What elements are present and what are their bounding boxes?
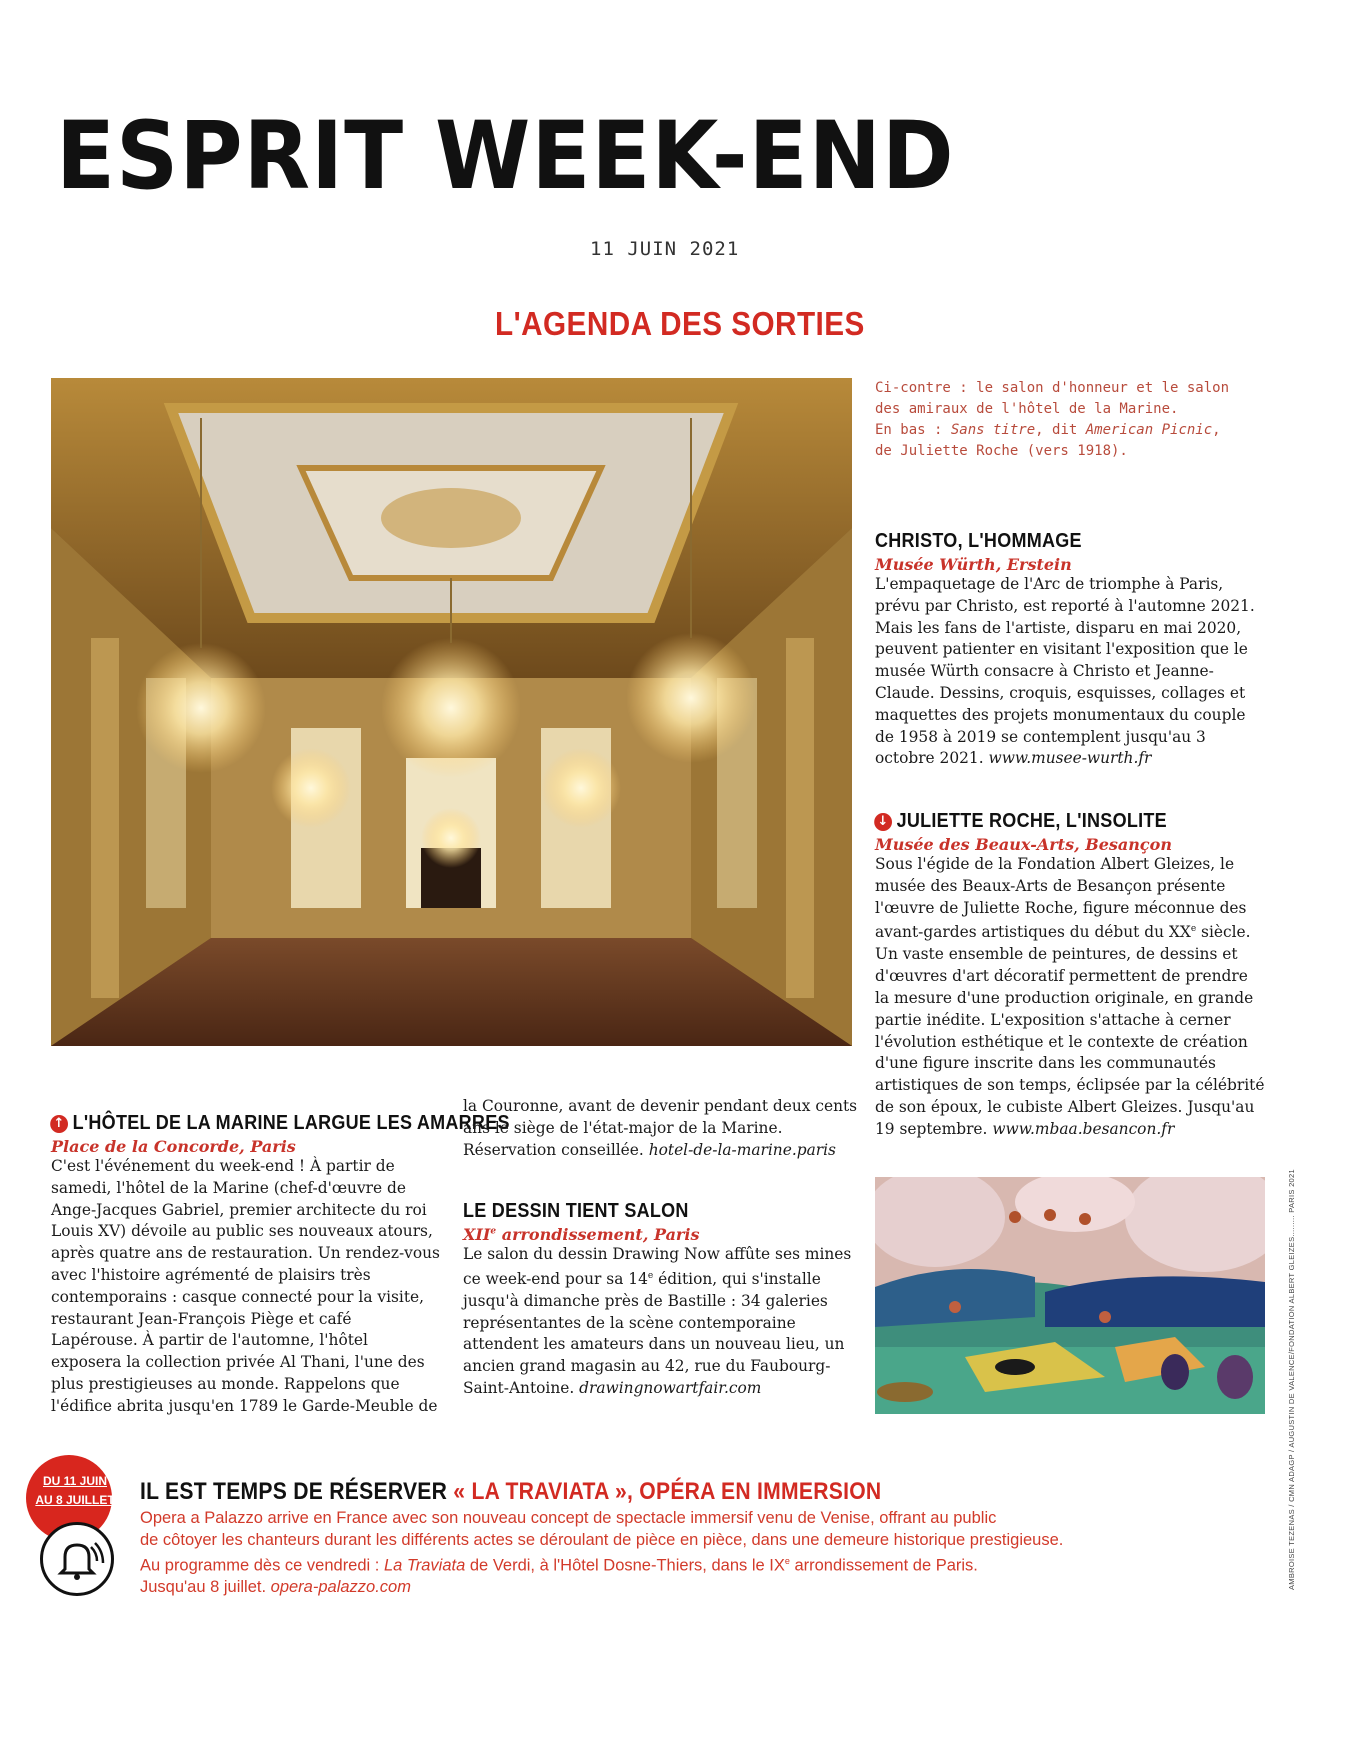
article-dessin (463, 1200, 858, 1400)
issue-date: 11 JUIN 2021 (590, 238, 740, 260)
article-link[interactable]: www.musee-wurth.fr (988, 749, 1152, 768)
article-venue: XIIe arrondissement, Paris (463, 1225, 700, 1244)
article-title: CHRISTO, L'HOMMAGE (875, 530, 1082, 552)
article-title: LE DESSIN TIENT SALON (463, 1200, 689, 1222)
american-picnic-painting (875, 1177, 1265, 1414)
section-title: L'AGENDA DES SORTIES (495, 305, 865, 342)
article-venue: Musée Würth, Erstein (875, 555, 1072, 574)
article-link[interactable]: drawingnowartfair.com (579, 1378, 762, 1397)
salon-photo (51, 378, 852, 1046)
traviata-line: Opera a Palazzo arrive en France avec son nouveau concept de spectacle immersif venu de Venise, offrant au public (140, 1509, 997, 1527)
traviata-line: Au programme dès ce vendredi : La Traviata de Verdi, à l'Hôtel Dosne-Thiers, dans le IXe arrondissement de Paris. (140, 1556, 978, 1575)
article-venue: Place de la Concorde, Paris (51, 1137, 296, 1156)
article-christo (875, 530, 1265, 770)
photo-caption (875, 378, 1235, 462)
arrow-down-icon: ↓ (874, 813, 892, 831)
traviata-body (140, 1508, 1220, 1599)
traviata-line: de côtoyer les chanteurs durant les différents actes se déroulant de pièce en pièce, dans une demeure historique prestigieuse. (140, 1530, 1064, 1549)
article-venue: Musée des Beaux-Arts, Besançon (875, 835, 1172, 854)
traviata-link[interactable]: opera-palazzo.com (270, 1578, 411, 1597)
article-hotel-marine (51, 1112, 510, 1418)
article-link[interactable]: hotel-de-la-marine.paris (648, 1140, 836, 1159)
article-juliette-roche (875, 810, 1265, 1140)
caption-line: En bas : Sans titre, dit American Picnic, (875, 422, 1221, 438)
article-continuation: la Couronne, avant de devenir pendant deux cents ans le siège de l'état-major de la Marine. Réservation conseillée. hotel-de-la-marine.paris (463, 1097, 858, 1159)
article-title: ↑ L'HÔTEL DE LA MARINE LARGUE LES AMARRES (51, 1112, 404, 1135)
caption-line: de Juliette Roche (vers 1918). (875, 443, 1128, 459)
masthead-title: ESPRIT WEEK-END (56, 102, 955, 211)
traviata-title: IL EST TEMPS DE RÉSERVER « LA TRAVIATA », OPÉRA EN IMMERSION (140, 1478, 882, 1505)
article-body: C'est l'événement du week-end ! À partir de samedi, l'hôtel de la Marine (chef-d'œuvre de Ange-Jacques Gabriel, premier architecte du roi Louis XV) dévoile au public ses nouveaux atours, après quatre ans de restauration. Un rendez-vous avec l'histoire agrémenté de plaisirs très contemporains : casque connecté pour la visite, restaurant Jean-François Piège et café Lapérouse. À partir de l'automne, l'hôtel exposera la collection privée Al Thani, l'une des plus prestigieuses au monde. Rappelons que l'édifice abrita jusqu'en 1789 le Garde-Meuble de (51, 1157, 440, 1415)
article-body: L'empaquetage de l'Arc de triomphe à Paris, prévu par Christo, est reporté à l'automne 2021. Mais les fans de l'artiste, disparu en mai 2020, peuvent patienter en visitant l'exposition que le musée Würth consacre à Christo et Jeanne-Claude. Dessins, croquis, esquisses, collages et maquettes des projets monumentaux du couple de 1958 à 2019 se contemplent jusqu'au 3 octobre 2021. www.musee-wurth.fr (875, 575, 1255, 768)
article-body: Sous l'égide de la Fondation Albert Gleizes, le musée des Beaux-Arts de Besançon présente l'œuvre de Juliette Roche, figure méconnue des avant-gardes artistiques du début du XXe siècle. Un vaste ensemble de peintures, de dessins et d'œuvres d'art décoratif permettent de prendre la mesure d'une production originale, en grande partie inédite. L'exposition s'attache à cerner l'évolution esthétique et le contexte de création d'une figure inscrite dans les communautés artistiques de son temps, éclipsée par la célébrité de son époux, le cubiste Albert Gleizes. Jusqu'au 19 septembre. www.mbaa.besancon.fr (875, 855, 1265, 1138)
arrow-up-icon: ↑ (50, 1115, 68, 1133)
date-badge-text (26, 1472, 124, 1510)
article-body: Le salon du dessin Drawing Now affûte ses mines ce week-end pour sa 14e édition, qui s'installe jusqu'à dimanche près de Bastille : 34 galeries représentantes de la scène contemporaine attendent les amateurs dans un nouveau lieu, un ancien grand magasin au 42, rue du Faubourg-Saint-Antoine. drawingnowartfair.com (463, 1245, 852, 1397)
caption-line: des amiraux de l'hôtel de la Marine. (875, 401, 1179, 417)
traviata-line: Jusqu'au 8 juillet. opera-palazzo.com (140, 1578, 411, 1597)
caption-line: Ci-contre : le salon d'honneur et le salon (875, 380, 1230, 396)
article-title: ↓ JULIETTE ROCHE, L'INSOLITE (875, 810, 1226, 833)
badge-start: DU 11 JUIN (42, 1474, 108, 1488)
article-link[interactable]: www.mbaa.besancon.fr (992, 1119, 1175, 1138)
badge-end: AU 8 JUILLET (35, 1493, 115, 1507)
bell-icon (40, 1522, 114, 1596)
photo-credits: AMBROISE TEZENAS / CMN ADAGP / AUGUSTIN DE VALENCE/FONDATION ALBERT GLEIZES......... PARIS 2021 (1287, 1169, 1296, 1590)
